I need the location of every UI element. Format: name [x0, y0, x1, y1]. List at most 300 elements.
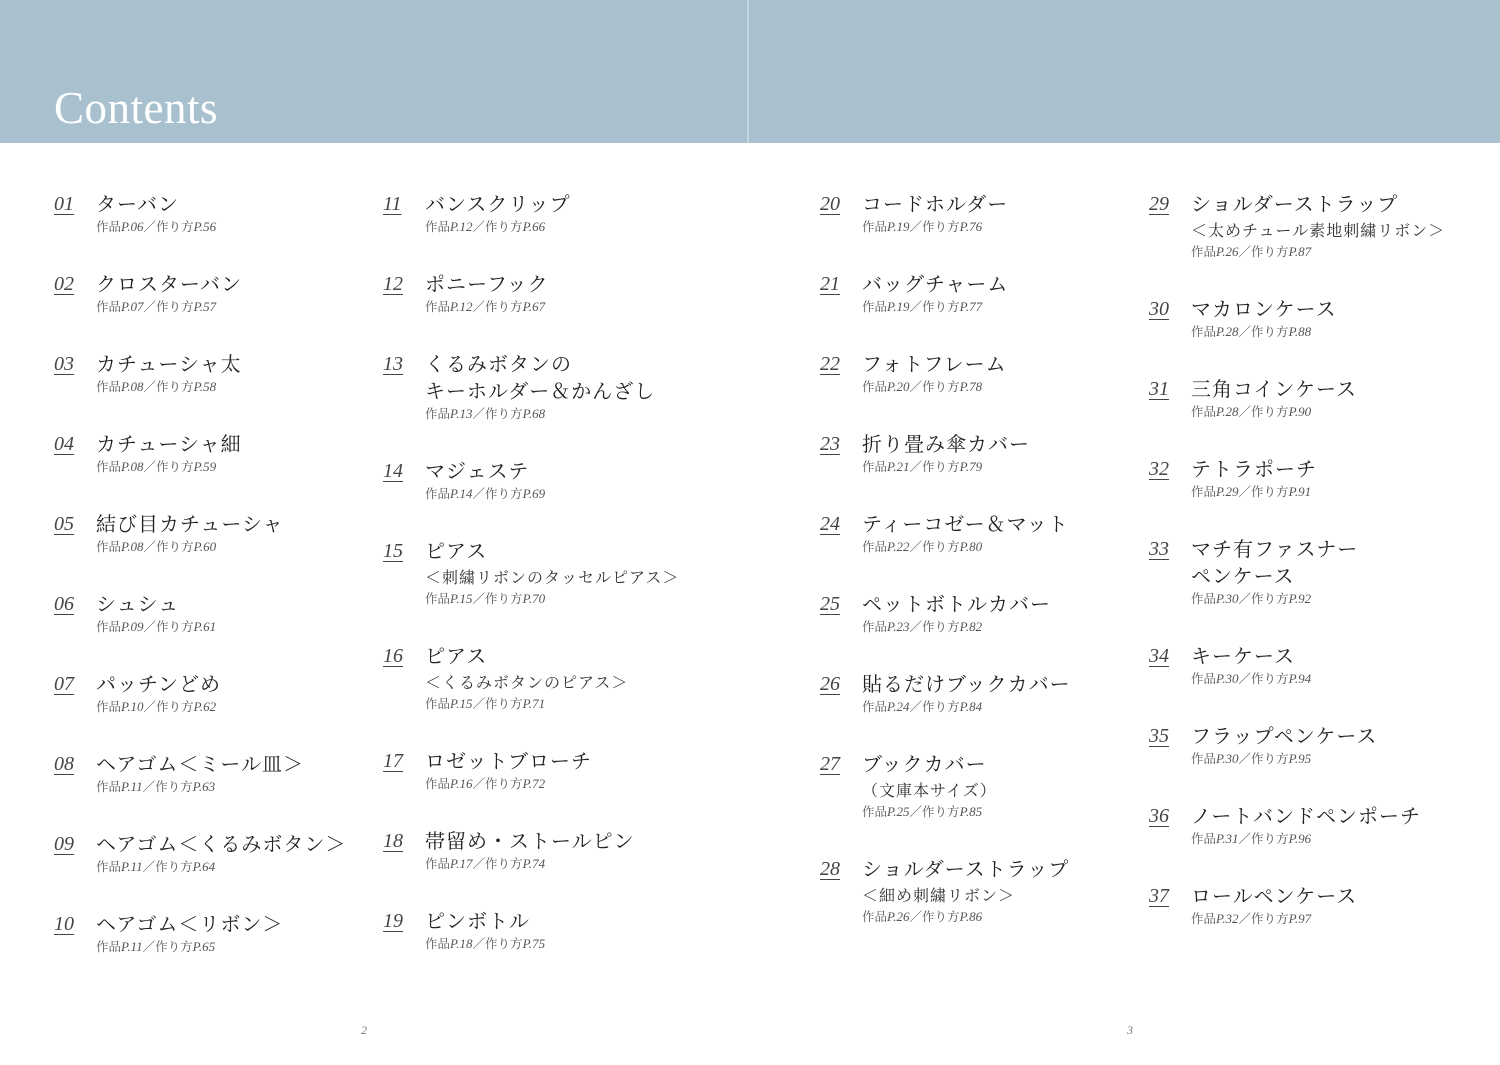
toc-entry[interactable] [383, 351, 713, 423]
method-page: P.86 [959, 909, 983, 924]
work-page: P.30 [1216, 591, 1239, 606]
method-label: 作り方 [922, 379, 960, 394]
method-label: 作り方 [485, 406, 523, 421]
toc-entry[interactable] [1149, 456, 1479, 501]
method-label: 作り方 [485, 936, 523, 951]
method-page: P.70 [522, 591, 546, 606]
method-label: 作り方 [922, 699, 960, 714]
method-label: 作り方 [922, 299, 960, 314]
work-label: 作品 [862, 909, 888, 924]
work-page: P.15 [450, 696, 473, 711]
entry-pages [96, 538, 384, 556]
separator: ／ [909, 459, 923, 474]
toc-entry[interactable] [54, 591, 384, 636]
entry-number: 36 [1149, 805, 1169, 827]
entry-title: コードホルダー [862, 192, 1009, 216]
toc-entry[interactable] [383, 191, 713, 236]
entry-number: 22 [820, 353, 840, 375]
entry-pages [1191, 403, 1479, 421]
separator: ／ [472, 696, 486, 711]
method-label: 作り方 [922, 539, 960, 554]
toc-entry[interactable] [1149, 191, 1479, 261]
work-page: P.11 [121, 779, 143, 794]
method-page: P.59 [193, 459, 217, 474]
work-label: 作品 [425, 406, 451, 421]
method-page: P.62 [193, 699, 217, 714]
method-page: P.88 [1288, 324, 1312, 339]
page-number-right: 3 [1127, 1023, 1133, 1037]
method-label: 作り方 [155, 939, 193, 954]
entry-pages [96, 218, 384, 236]
method-page: P.79 [959, 459, 983, 474]
separator: ／ [1238, 751, 1252, 766]
entry-pages [425, 590, 713, 608]
separator: ／ [1238, 404, 1252, 419]
toc-entry[interactable] [54, 351, 384, 396]
work-page: P.30 [1216, 751, 1239, 766]
entry-pages [1191, 483, 1479, 501]
entry-pages [96, 698, 384, 716]
entry-pages [425, 298, 713, 316]
toc-entry[interactable] [1149, 803, 1479, 848]
entry-number: 05 [54, 513, 74, 535]
entry-title: フォトフレーム [862, 352, 1007, 376]
work-page: P.25 [887, 804, 910, 819]
separator: ／ [143, 379, 157, 394]
entry-number: 24 [820, 513, 840, 535]
work-label: 作品 [862, 539, 888, 554]
entry-number: 17 [383, 750, 403, 772]
work-page: P.18 [450, 936, 473, 951]
method-page: P.58 [193, 379, 217, 394]
work-label: 作品 [96, 619, 122, 634]
work-label: 作品 [96, 539, 122, 554]
entry-title: ショルダーストラップ [862, 857, 1070, 881]
work-page: P.06 [121, 219, 144, 234]
method-page: P.64 [192, 859, 216, 874]
entry-number: 10 [54, 913, 74, 935]
method-label: 作り方 [922, 804, 960, 819]
method-label: 作り方 [485, 591, 523, 606]
entry-pages [96, 378, 384, 396]
method-label: 作り方 [155, 859, 193, 874]
entry-title: ロゼットブローチ [425, 749, 592, 773]
method-page: P.95 [1288, 751, 1312, 766]
work-page: P.12 [450, 219, 473, 234]
work-page: P.21 [887, 459, 910, 474]
separator: ／ [142, 939, 156, 954]
separator: ／ [1238, 591, 1252, 606]
entry-number: 21 [820, 273, 840, 295]
work-page: P.08 [121, 539, 144, 554]
method-label: 作り方 [156, 219, 194, 234]
entry-subtitle: ＜太めチュール素地刺繍リボン＞ [1191, 221, 1446, 240]
entry-number: 32 [1149, 458, 1169, 480]
entry-title: バンスクリップ [425, 192, 571, 216]
entry-pages [1191, 750, 1479, 768]
entry-pages [425, 695, 713, 713]
entry-pages [862, 218, 1150, 236]
method-label: 作り方 [156, 699, 194, 714]
method-label: 作り方 [922, 909, 960, 924]
entry-title: テトラポーチ [1191, 457, 1317, 481]
work-label: 作品 [1191, 484, 1217, 499]
toc-entry[interactable] [820, 431, 1150, 476]
separator: ／ [142, 859, 156, 874]
entry-title: ピアス [425, 644, 488, 668]
method-page: P.61 [193, 619, 217, 634]
toc-entry[interactable] [383, 748, 713, 793]
toc-entry[interactable] [820, 271, 1150, 316]
method-label: 作り方 [485, 299, 523, 314]
toc-entry[interactable] [820, 511, 1150, 556]
method-label: 作り方 [155, 779, 193, 794]
work-label: 作品 [96, 459, 122, 474]
toc-entry[interactable] [383, 458, 713, 503]
entry-title-line2: ペンケース [1191, 564, 1295, 588]
entry-pages [862, 458, 1150, 476]
entry-title: バッグチャーム [862, 272, 1009, 296]
method-page: P.80 [959, 539, 983, 554]
separator: ／ [1238, 831, 1252, 846]
entry-pages [96, 778, 384, 796]
work-page: P.07 [121, 299, 144, 314]
entry-title: 三角コインケース [1191, 377, 1357, 401]
work-page: P.22 [887, 539, 910, 554]
work-label: 作品 [96, 699, 122, 714]
toc-entry[interactable] [54, 511, 384, 556]
entry-number: 09 [54, 833, 74, 855]
work-label: 作品 [425, 219, 451, 234]
method-label: 作り方 [485, 486, 523, 501]
method-label: 作り方 [485, 696, 523, 711]
toc-entry[interactable] [1149, 376, 1479, 421]
entry-title: ノートバンドペンポーチ [1191, 804, 1421, 828]
entry-subtitle: ＜刺繍リボンのタッセルピアス＞ [425, 568, 680, 587]
method-page: P.76 [959, 219, 983, 234]
work-page: P.11 [121, 939, 143, 954]
separator: ／ [472, 856, 486, 871]
page-title: Contents [54, 83, 219, 133]
work-page: P.26 [1216, 244, 1239, 259]
method-page: P.72 [522, 776, 546, 791]
entry-number: 23 [820, 433, 840, 455]
entry-title: ティーコゼー＆マット [862, 512, 1069, 536]
separator: ／ [143, 219, 157, 234]
separator: ／ [472, 936, 486, 951]
method-page: P.90 [1288, 404, 1312, 419]
work-page: P.10 [121, 699, 144, 714]
work-label: 作品 [862, 299, 888, 314]
work-page: P.08 [121, 459, 144, 474]
method-label: 作り方 [1251, 911, 1289, 926]
work-label: 作品 [1191, 751, 1217, 766]
entry-pages [862, 378, 1150, 396]
entry-number: 08 [54, 753, 74, 775]
work-page: P.19 [887, 299, 910, 314]
work-page: P.12 [450, 299, 473, 314]
entry-pages [862, 298, 1150, 316]
work-label: 作品 [1191, 404, 1217, 419]
toc-column-4 [1149, 191, 1479, 963]
toc-entry[interactable] [54, 671, 384, 716]
work-page: P.26 [887, 909, 910, 924]
work-page: P.23 [887, 619, 910, 634]
separator: ／ [909, 379, 923, 394]
method-page: P.94 [1288, 671, 1312, 686]
toc-entry[interactable] [383, 538, 713, 608]
method-label: 作り方 [1251, 244, 1289, 259]
entry-title: ターバン [96, 192, 179, 216]
entry-title: ブックカバー [862, 752, 987, 776]
work-label: 作品 [425, 776, 451, 791]
work-label: 作品 [862, 379, 888, 394]
entry-title: パッチンどめ [96, 672, 221, 696]
work-label: 作品 [862, 804, 888, 819]
method-page: P.63 [192, 779, 216, 794]
work-page: P.28 [1216, 324, 1239, 339]
separator: ／ [909, 909, 923, 924]
work-page: P.13 [450, 406, 473, 421]
work-label: 作品 [425, 696, 451, 711]
entry-title: 折り畳み傘カバー [862, 432, 1030, 456]
work-label: 作品 [425, 856, 451, 871]
toc-entry[interactable] [383, 908, 713, 953]
entry-pages [425, 855, 713, 873]
toc-column-1 [54, 191, 384, 991]
method-page: P.68 [522, 406, 546, 421]
entry-pages [425, 405, 713, 423]
toc-entry[interactable] [820, 671, 1150, 716]
separator: ／ [1238, 324, 1252, 339]
toc-entry[interactable] [54, 751, 384, 796]
separator: ／ [909, 619, 923, 634]
work-page: P.17 [450, 856, 473, 871]
work-page: P.29 [1216, 484, 1239, 499]
work-page: P.08 [121, 379, 144, 394]
work-page: P.20 [887, 379, 910, 394]
method-page: P.91 [1288, 484, 1312, 499]
entry-number: 34 [1149, 645, 1169, 667]
entry-number: 06 [54, 593, 74, 615]
toc-entry[interactable] [820, 191, 1150, 236]
toc-entry[interactable] [54, 191, 384, 236]
entry-title: ポニーフック [425, 272, 549, 296]
method-label: 作り方 [485, 219, 523, 234]
toc-entry[interactable] [383, 828, 713, 873]
entry-title: ヘアゴム＜くるみボタン＞ [96, 832, 347, 856]
entry-number: 16 [383, 645, 403, 667]
work-label: 作品 [425, 936, 451, 951]
entry-pages [1191, 323, 1479, 341]
entry-number: 25 [820, 593, 840, 615]
work-label: 作品 [1191, 591, 1217, 606]
toc-entry[interactable] [1149, 643, 1479, 688]
separator: ／ [1238, 671, 1252, 686]
entry-title: ヘアゴム＜リボン＞ [96, 912, 284, 936]
entry-pages [862, 803, 1150, 821]
entry-title: カチューシャ細 [96, 432, 242, 456]
entry-subtitle: ＜細め刺繍リボン＞ [862, 886, 1016, 905]
work-page: P.28 [1216, 404, 1239, 419]
entry-pages [425, 775, 713, 793]
toc-entry[interactable] [820, 351, 1150, 396]
separator: ／ [909, 299, 923, 314]
separator: ／ [143, 699, 157, 714]
separator: ／ [1238, 244, 1252, 259]
separator: ／ [1238, 911, 1252, 926]
entry-pages [862, 538, 1150, 556]
work-label: 作品 [1191, 244, 1217, 259]
entry-title: ピンボトル [425, 909, 530, 933]
entry-title: くるみボタンの [425, 352, 572, 376]
entry-pages [425, 485, 713, 503]
method-label: 作り方 [922, 219, 960, 234]
entry-number: 13 [383, 353, 403, 375]
entry-number: 33 [1149, 538, 1169, 560]
method-label: 作り方 [1251, 484, 1289, 499]
entry-number: 28 [820, 858, 840, 880]
method-page: P.92 [1288, 591, 1312, 606]
entry-pages [1191, 830, 1479, 848]
separator: ／ [143, 539, 157, 554]
separator: ／ [472, 591, 486, 606]
toc-entry[interactable] [383, 271, 713, 316]
toc-entry[interactable] [1149, 296, 1479, 341]
entry-pages [96, 938, 384, 956]
toc-entry[interactable] [54, 911, 384, 956]
separator: ／ [472, 299, 486, 314]
entry-pages [1191, 910, 1479, 928]
method-page: P.97 [1288, 911, 1312, 926]
toc-entry[interactable] [820, 751, 1150, 821]
entry-pages [1191, 243, 1479, 261]
header-band-right [749, 0, 1500, 143]
entry-title: マカロンケース [1191, 297, 1337, 321]
method-page: P.74 [522, 856, 546, 871]
method-label: 作り方 [922, 619, 960, 634]
entry-pages [1191, 670, 1479, 688]
work-label: 作品 [425, 591, 451, 606]
entry-pages [862, 908, 1150, 926]
entry-title: ヘアゴム＜ミール皿＞ [96, 752, 304, 776]
toc-entry[interactable] [1149, 536, 1479, 608]
method-label: 作り方 [1251, 324, 1289, 339]
entry-pages [425, 218, 713, 236]
work-page: P.30 [1216, 671, 1239, 686]
toc-entry[interactable] [820, 856, 1150, 926]
method-page: P.60 [193, 539, 217, 554]
method-label: 作り方 [156, 379, 194, 394]
entry-title: マジェステ [425, 459, 530, 483]
work-label: 作品 [862, 459, 888, 474]
method-label: 作り方 [922, 459, 960, 474]
method-page: P.85 [959, 804, 983, 819]
entry-title: ペットボトルカバー [862, 592, 1051, 616]
work-label: 作品 [1191, 671, 1217, 686]
toc-column-2 [383, 191, 713, 988]
work-label: 作品 [96, 939, 122, 954]
work-label: 作品 [1191, 831, 1217, 846]
toc-entry[interactable] [54, 271, 384, 316]
separator: ／ [472, 776, 486, 791]
entry-number: 20 [820, 193, 840, 215]
entry-title: シュシュ [96, 592, 180, 616]
separator: ／ [472, 406, 486, 421]
method-label: 作り方 [485, 776, 523, 791]
entry-pages [425, 935, 713, 953]
entry-number: 35 [1149, 725, 1169, 747]
method-page: P.71 [522, 696, 546, 711]
work-label: 作品 [425, 486, 451, 501]
entry-title: フラップペンケース [1191, 724, 1378, 748]
entry-title: キーケース [1191, 644, 1295, 668]
work-page: P.11 [121, 859, 143, 874]
work-page: P.32 [1216, 911, 1239, 926]
entry-title: 帯留め・ストールピン [425, 829, 635, 853]
entry-number: 01 [54, 193, 74, 215]
method-label: 作り方 [1251, 831, 1289, 846]
method-label: 作り方 [485, 856, 523, 871]
work-page: P.24 [887, 699, 910, 714]
toc-entry[interactable] [383, 643, 713, 713]
entry-title: 結び目カチューシャ [96, 512, 284, 536]
entry-number: 37 [1149, 885, 1169, 907]
method-label: 作り方 [156, 539, 194, 554]
method-label: 作り方 [156, 299, 194, 314]
entry-pages [96, 298, 384, 316]
method-page: P.65 [192, 939, 216, 954]
toc-entry[interactable] [1149, 883, 1479, 928]
method-label: 作り方 [1251, 751, 1289, 766]
work-label: 作品 [96, 779, 122, 794]
toc-entry[interactable] [820, 591, 1150, 636]
toc-entry[interactable] [54, 831, 384, 876]
separator: ／ [472, 219, 486, 234]
work-label: 作品 [96, 299, 122, 314]
entry-subtitle: ＜くるみボタンのピアス＞ [425, 673, 629, 692]
toc-column-3 [820, 191, 1150, 961]
work-page: P.14 [450, 486, 473, 501]
entry-pages [1191, 590, 1479, 608]
entry-number: 12 [383, 273, 403, 295]
work-page: P.15 [450, 591, 473, 606]
method-page: P.84 [959, 699, 983, 714]
method-label: 作り方 [1251, 404, 1289, 419]
separator: ／ [142, 779, 156, 794]
separator: ／ [909, 699, 923, 714]
work-label: 作品 [96, 379, 122, 394]
entry-number: 14 [383, 460, 403, 482]
work-label: 作品 [425, 299, 451, 314]
work-label: 作品 [96, 219, 122, 234]
entry-subtitle: （文庫本サイズ） [862, 781, 997, 800]
method-page: P.82 [959, 619, 983, 634]
entry-number: 31 [1149, 378, 1169, 400]
toc-entry[interactable] [54, 431, 384, 476]
entry-pages [862, 618, 1150, 636]
entry-pages [96, 618, 384, 636]
toc-entry[interactable] [1149, 723, 1479, 768]
spine-divider [747, 0, 749, 143]
entry-number: 27 [820, 753, 840, 775]
entry-number: 03 [54, 353, 74, 375]
method-label: 作り方 [156, 619, 194, 634]
entry-title: 貼るだけブックカバー [862, 672, 1071, 696]
work-page: P.31 [1216, 831, 1239, 846]
work-label: 作品 [1191, 911, 1217, 926]
method-page: P.96 [1288, 831, 1312, 846]
